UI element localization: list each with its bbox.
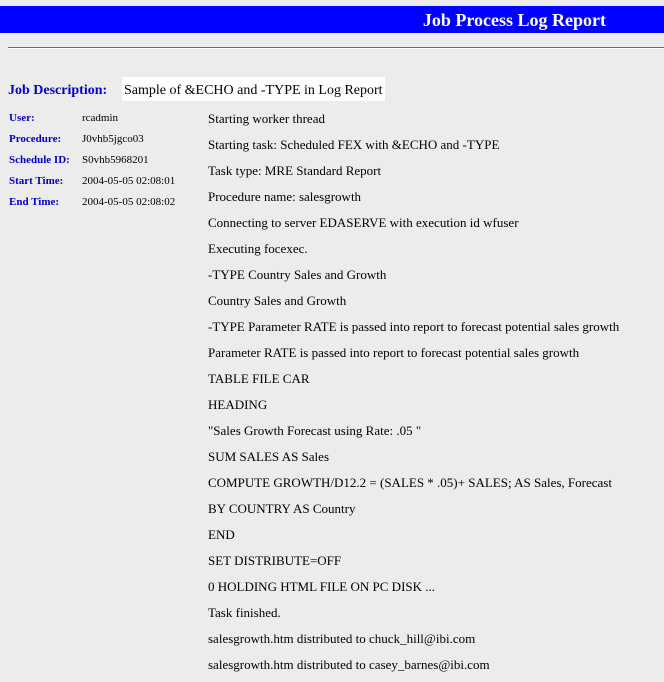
- log-line: 0 HOLDING HTML FILE ON PC DISK ...: [208, 579, 436, 594]
- horizontal-divider: [8, 47, 664, 49]
- log-line: -TYPE Parameter RATE is passed into report to forecast potential sales growth: [208, 319, 620, 334]
- meta-label: Schedule ID:: [9, 154, 70, 166]
- meta-value: S0vhb5968201: [82, 154, 149, 166]
- meta-label: End Time:: [9, 196, 60, 208]
- meta-row-user: [0, 110, 200, 126]
- meta-label: Procedure:: [9, 133, 62, 145]
- log-line: Parameter RATE is passed into report to forecast potential sales growth: [208, 345, 580, 360]
- log-line: END: [208, 527, 235, 542]
- meta-value: 2004-05-05 02:08:01: [82, 175, 176, 187]
- meta-value: J0vhb5jgco03: [82, 133, 144, 145]
- log-line: SET DISTRIBUTE=OFF: [208, 553, 342, 568]
- meta-value: rcadmin: [82, 112, 119, 124]
- meta-row-end-time: [0, 194, 200, 210]
- job-description-value: Sample of &ECHO and -TYPE in Log Report: [122, 77, 385, 101]
- meta-label: User:: [9, 112, 35, 124]
- log-line: Task finished.: [208, 605, 281, 620]
- log-line: salesgrowth.htm distributed to chuck_hill@ibi.com: [208, 631, 476, 646]
- meta-row-procedure: [0, 131, 200, 147]
- log-line: -TYPE Country Sales and Growth: [208, 267, 387, 282]
- log-line: Procedure name: salesgrowth: [208, 189, 362, 204]
- log-line: Connecting to server EDASERVE with execution id wfuser: [208, 215, 519, 230]
- job-description-label: Job Description:: [8, 83, 108, 98]
- meta-label: Start Time:: [9, 175, 64, 187]
- log-line: SUM SALES AS Sales: [208, 449, 329, 464]
- log-line: Country Sales and Growth: [208, 293, 347, 308]
- log-line: Executing focexec.: [208, 241, 308, 256]
- log-line: COMPUTE GROWTH/D12.2 = (SALES * .05)+ SALES; AS Sales, Forecast: [208, 475, 612, 490]
- meta-row-start-time: [0, 173, 200, 189]
- log-line: Starting task: Scheduled FEX with &ECHO and -TYPE: [208, 137, 500, 152]
- report-title: Job Process Log Report: [422, 10, 606, 30]
- log-lines: [208, 109, 664, 681]
- log-line: TABLE FILE CAR: [208, 371, 310, 386]
- log-line: Task type: MRE Standard Report: [208, 163, 382, 178]
- log-line: "Sales Growth Forecast using Rate: .05 ": [208, 423, 422, 438]
- meta-row-schedule-id: [0, 152, 200, 168]
- report-banner: [0, 6, 664, 33]
- log-line: Starting worker thread: [208, 111, 325, 126]
- log-line: salesgrowth.htm distributed to casey_barnes@ibi.com: [208, 657, 490, 672]
- log-line: HEADING: [208, 397, 268, 412]
- meta-value: 2004-05-05 02:08:02: [82, 196, 176, 208]
- log-line: BY COUNTRY AS Country: [208, 501, 356, 516]
